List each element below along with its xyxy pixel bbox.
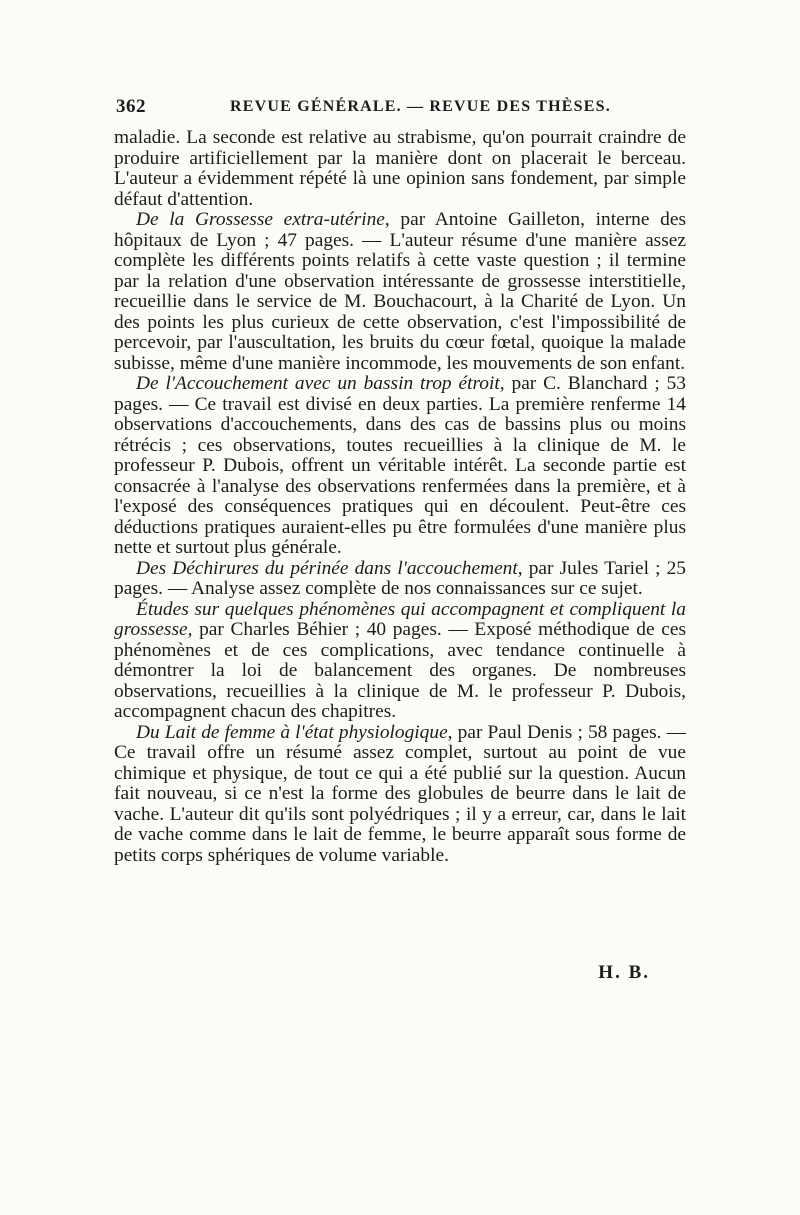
running-head: REVUE GÉNÉRALE. — REVUE DES THÈSES. xyxy=(230,98,611,115)
paragraph-text: , par C. Blanchard ; 53 pages. — Ce travail est divisé en deux parties. La première renferme 14 observations d'accouchements, dans des cas de bassins plus ou moins rétrécis ; ces observations, toutes recueillies à la clinique de M. le professeur P. Dubois, offrent un véritable intérêt. La seconde partie est consacrée à l'analyse des observations renfermées dans la première, et à l'exposé des conséquences pratiques qui en découlent. Peut-être ces déductions pratiques auraient-elles pu être formulées d'une manière plus nette et surtout plus générale. xyxy=(114,373,686,558)
page-number: 362 xyxy=(116,96,146,117)
paragraph xyxy=(114,723,686,867)
paragraph-text: , par Jules Tariel ; 25 pages. — Analyse assez complète de nos connaissances sur ce sujet. xyxy=(114,557,686,599)
author-signature: H. B. xyxy=(598,962,650,983)
page-header xyxy=(116,96,686,120)
thesis-title: De la Grossesse extra-utérine xyxy=(136,209,385,230)
paragraph xyxy=(114,374,686,559)
thesis-title: Des Déchirures du périnée dans l'accouchement xyxy=(136,557,518,579)
paragraph-text: , par Paul Denis ; 58 pages. — Ce travail offre un résumé assez complet, surtout au point de vue chimique et physique, de tout ce qui a été publié sur la question. Aucun fait nouveau, si ce n'est la forme des globules de beurre dans le lait de vache. L'auteur dit qu'ils sont polyédriques ; il y a erreur, car, dans le lait de vache comme dans le lait de femme, le beurre apparaît sous forme de petits corps sphériques de volume variable. xyxy=(114,721,686,866)
paragraph xyxy=(114,600,686,723)
paragraph-text: , par Charles Béhier ; 40 pages. — Exposé méthodique de ces phénomènes et de ces complications, avec tendance continuelle à démontrer la loi de balancement des organes. De nombreuses observations, recueillies à la clinique de M. le professeur P. Dubois, accompagnent chacun des chapitres. xyxy=(114,619,686,722)
paragraph xyxy=(114,559,686,600)
body-text xyxy=(114,128,686,866)
thesis-title: Du Lait de femme à l'état physiologique xyxy=(136,721,448,743)
paragraph xyxy=(114,128,686,210)
thesis-title: De l'Accouchement avec un bassin trop étroit xyxy=(136,373,500,394)
paragraph-text: maladie. La seconde est relative au strabisme, qu'on pourrait craindre de produire artificiellement par la manière dont on placerait le berceau. L'auteur a évidemment répété là une opinion sans fondement, par simple défaut d'attention. xyxy=(114,127,686,210)
thesis-title: Études sur quelques phénomènes qui accompagnent et compliquent la grossesse xyxy=(114,598,686,640)
paragraph xyxy=(114,210,686,374)
paragraph-text: , par Antoine Gailleton, interne des hôpitaux de Lyon ; 47 pages. — L'auteur résume d'une manière assez complète les différents points relatifs à cette vaste question ; il termine par la relation d'une observation intéressante de grossesse interstitielle, recueillie dans le service de M. Bouchacourt, à la Charité de Lyon. Un des points les plus curieux de cette observation, c'est l'impossibilité de percevoir, par l'auscultation, les bruits du cœur fœtal, quoique la malade subisse, même d'une manière incommode, les mouvements de son enfant. xyxy=(114,209,686,374)
